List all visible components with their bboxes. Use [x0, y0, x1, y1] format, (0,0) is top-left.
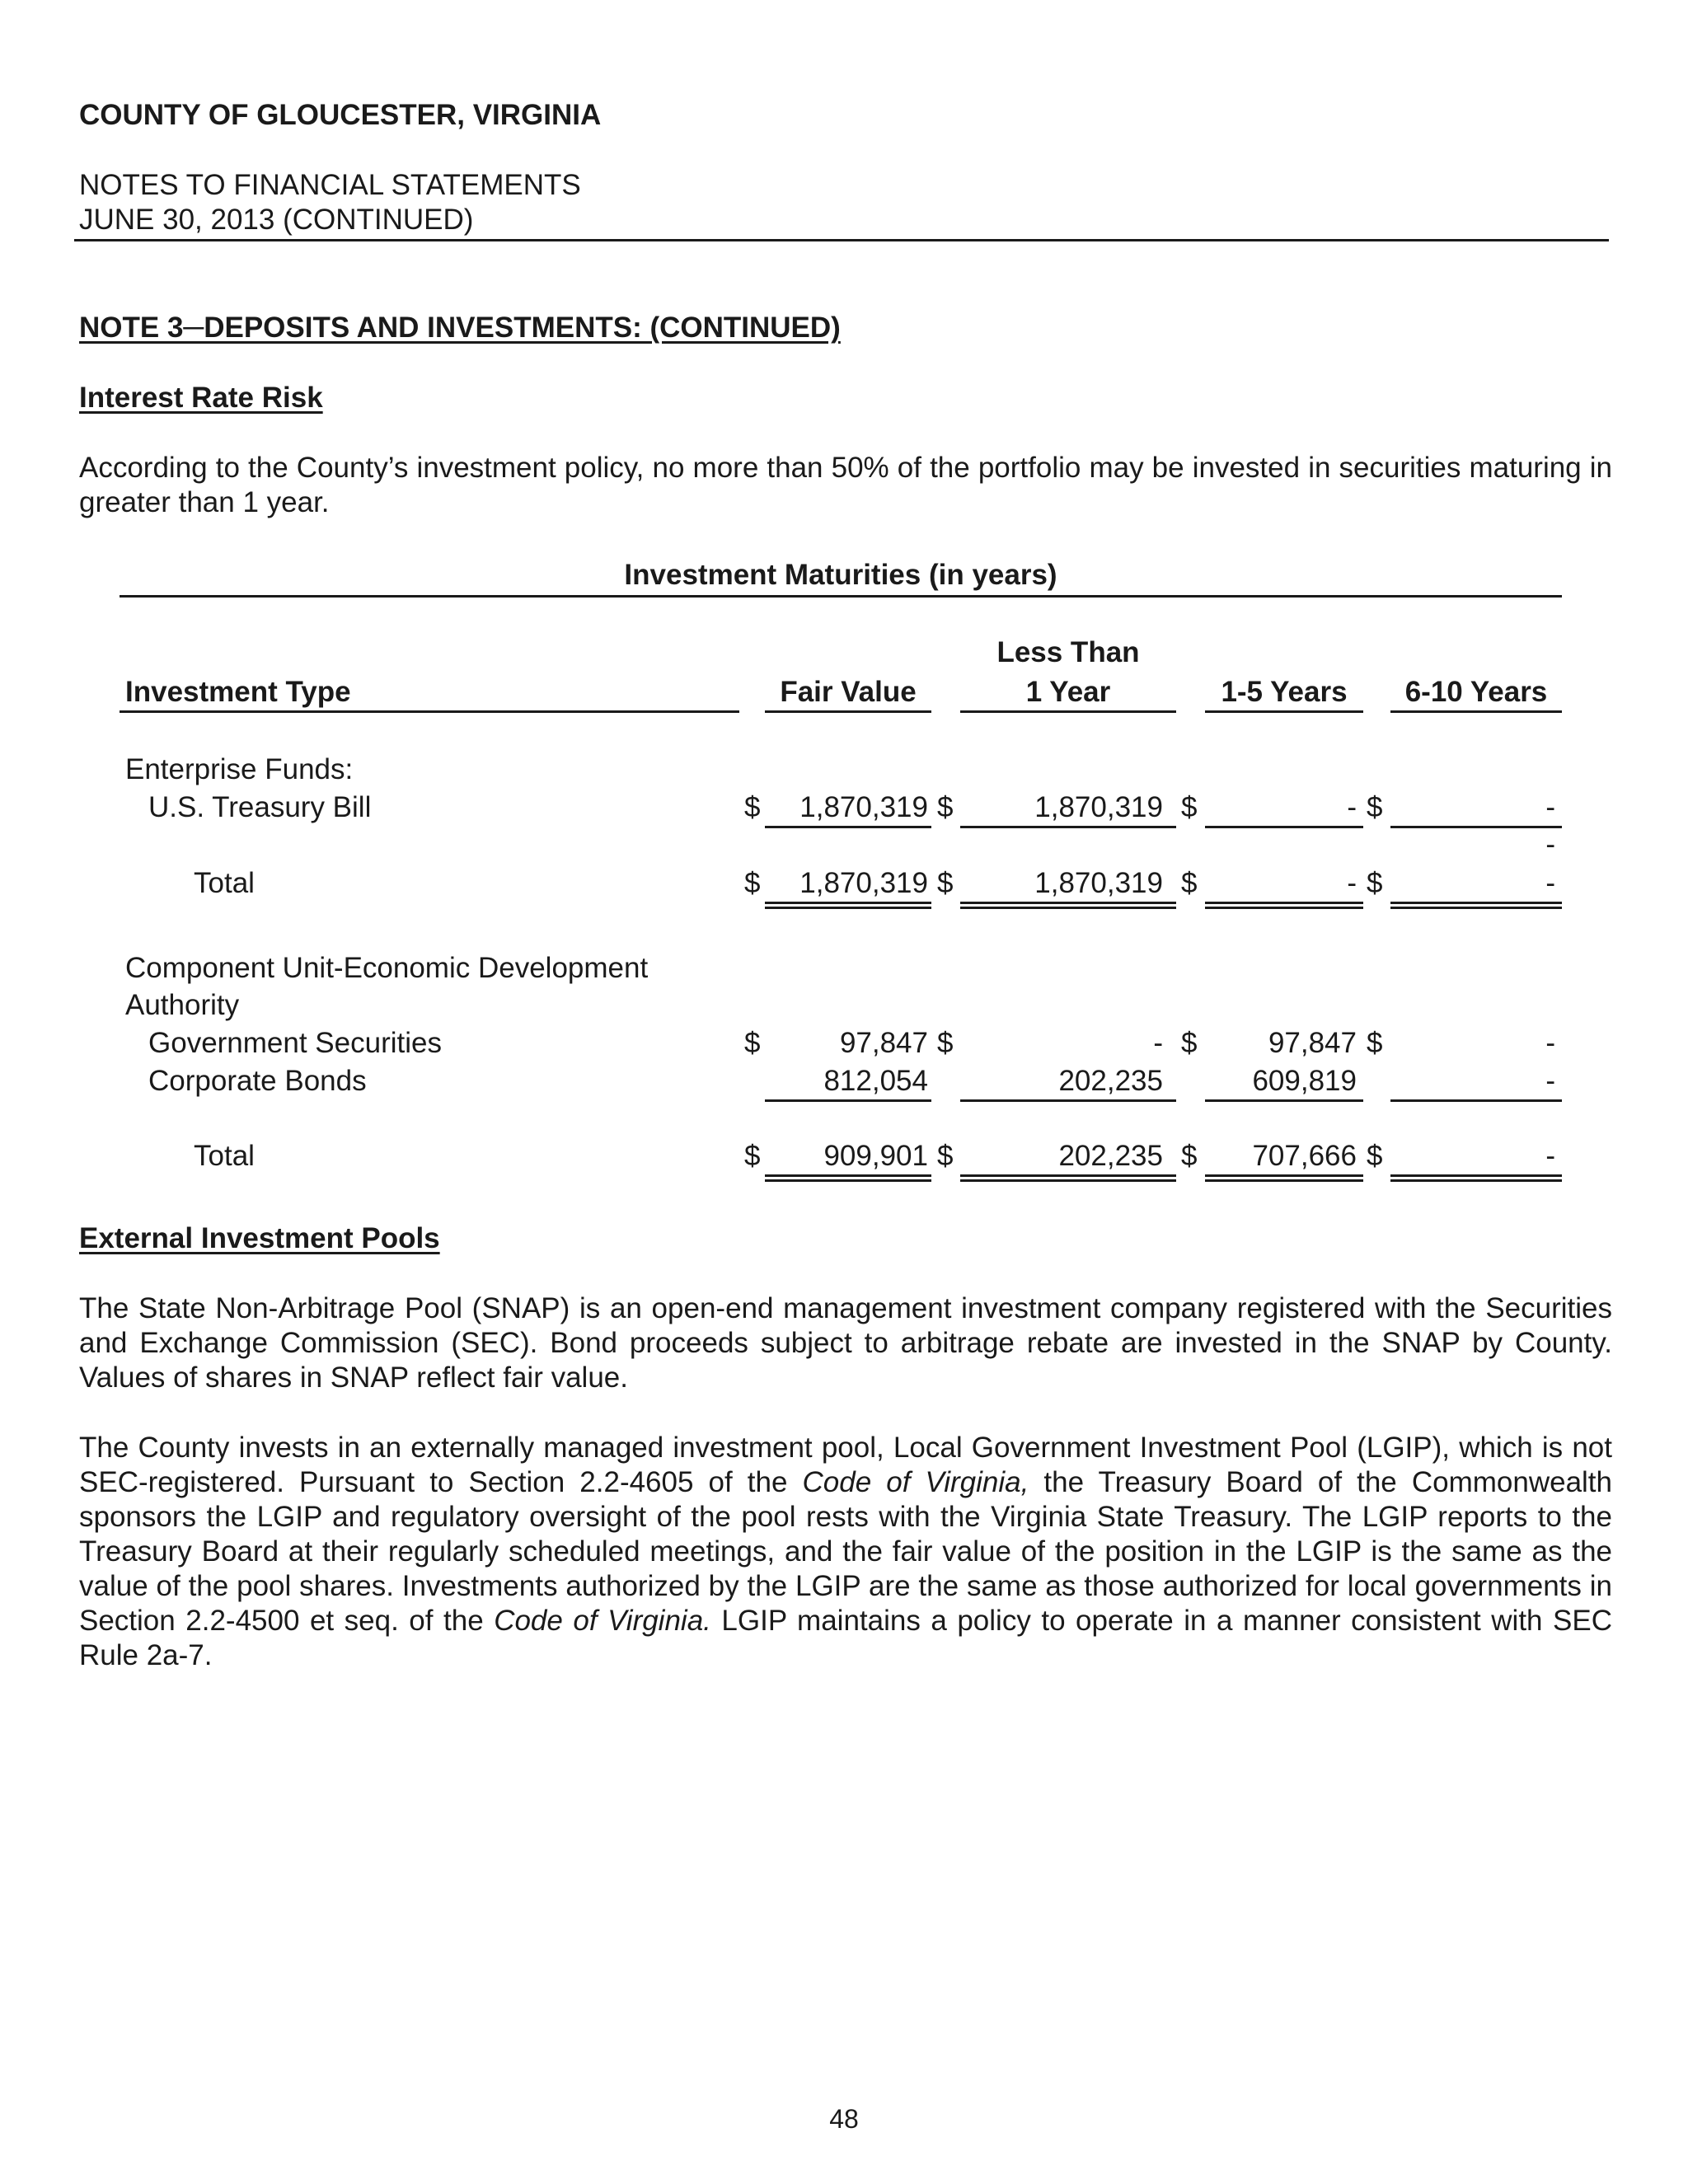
cell-fair-value: 909,901 [823, 1140, 928, 1172]
row-name: Total [194, 1140, 255, 1172]
section-label-component-line2: Authority [125, 989, 240, 1021]
external-pools-paragraph-1: The State Non-Arbitrage Pool (SNAP) is an open-end management investment company registered with the Securities and Exchange Commission (SEC). Bond proceeds subject to arbitrage rebate are invested in the SNAP by County. Values of shares in SNAP reflect fair value. [79, 1292, 1612, 1394]
cell-lt1: 202,235 [1058, 1140, 1163, 1172]
cell-fair-value: 1,870,319 [799, 791, 928, 823]
cell-fair-value: 812,054 [823, 1065, 928, 1097]
underline [765, 826, 931, 828]
cell-fair-value: 1,870,319 [799, 867, 928, 899]
cell-1-5: - [1347, 867, 1357, 899]
section-label-enterprise: Enterprise Funds: [125, 753, 354, 785]
header-rule-fair-value [765, 710, 931, 713]
dollar-sign: $ [1367, 791, 1383, 823]
row-name: Government Securities [148, 1027, 442, 1059]
cell-1-5: 609,819 [1252, 1065, 1357, 1097]
dollar-sign: $ [744, 1140, 761, 1172]
code-of-virginia-italic: Code of Virginia, [802, 1466, 1029, 1498]
statement-date: JUNE 30, 2013 (CONTINUED) [79, 204, 474, 236]
double-underline [1205, 1174, 1363, 1182]
row-name: Total [194, 867, 255, 899]
external-pools-paragraph-2 [79, 1431, 1612, 1673]
underline [1390, 1099, 1562, 1102]
header-rule-type [120, 710, 739, 713]
double-underline [960, 1174, 1176, 1182]
double-underline [765, 902, 931, 909]
col-header-type: Investment Type [125, 676, 351, 708]
dollar-sign: $ [1367, 867, 1383, 899]
col-header-fair-value: Fair Value [780, 676, 917, 708]
col-header-lt1-line2: 1 Year [1025, 676, 1111, 708]
external-pools-heading: External Investment Pools [79, 1222, 440, 1254]
cell-lt1: 202,235 [1058, 1065, 1163, 1097]
dollar-sign: $ [937, 1140, 954, 1172]
double-underline [765, 1174, 931, 1182]
dollar-sign: $ [937, 1027, 954, 1059]
stray-dash: - [1545, 828, 1555, 860]
underline [960, 826, 1176, 828]
dollar-sign: $ [1181, 1140, 1198, 1172]
dollar-sign: $ [744, 867, 761, 899]
cell-6-10: - [1545, 867, 1555, 899]
cell-1-5: 707,666 [1252, 1140, 1357, 1172]
double-underline [1390, 902, 1562, 909]
interest-rate-risk-heading: Interest Rate Risk [79, 382, 323, 414]
dollar-sign: $ [1181, 1027, 1198, 1059]
header-rule-lt1 [960, 710, 1176, 713]
entity-title: COUNTY OF GLOUCESTER, VIRGINIA [79, 99, 602, 131]
row-name: Corporate Bonds [148, 1065, 367, 1097]
col-header-6-10: 6-10 Years [1404, 676, 1548, 708]
underline [1205, 1099, 1363, 1102]
underline [1205, 826, 1363, 828]
note-title: NOTE 3─DEPOSITS AND INVESTMENTS: (CONTINUED) [79, 312, 841, 344]
cell-1-5: 97,847 [1268, 1027, 1357, 1059]
dollar-sign: $ [744, 791, 761, 823]
cell-6-10: - [1545, 1027, 1555, 1059]
cell-lt1: 1,870,319 [1034, 791, 1163, 823]
paragraph-text: the Treasury Board of the Commonwealth sponsors the LGIP and regulatory oversight of the pool rests with the Virginia State Treasury. The LGIP reports to the Treasury Board at their regularly scheduled meetings, and the fair value of the position in the LGIP is the same as the value of the pool shares. Investments authorized by the LGIP are the same as those authorized for local governments in Section 2.2-4500 et seq. of the [79, 1466, 1612, 1637]
col-header-lt1-line1: Less Than [996, 636, 1140, 668]
page-number: 48 [829, 2104, 859, 2134]
dollar-sign: $ [1367, 1027, 1383, 1059]
row-name: U.S. Treasury Bill [148, 791, 372, 823]
dollar-sign: $ [1367, 1140, 1383, 1172]
code-of-virginia-italic: Code of Virginia. [494, 1605, 711, 1637]
table-title-rule [120, 595, 1562, 598]
dollar-sign: $ [744, 1027, 761, 1059]
header-rule-1-5 [1205, 710, 1363, 713]
underline [765, 1099, 931, 1102]
statement-subtitle: NOTES TO FINANCIAL STATEMENTS [79, 169, 581, 201]
dollar-sign: $ [937, 867, 954, 899]
cell-fair-value: 97,847 [839, 1027, 928, 1059]
interest-rate-risk-paragraph: According to the County’s investment policy, no more than 50% of the portfolio may be invested in securities maturing in greater than 1 year. [79, 452, 1612, 518]
cell-lt1: - [1153, 1027, 1163, 1059]
table-title: Investment Maturities (in years) [624, 559, 1057, 591]
section-label-component-line1: Component Unit-Economic Development [125, 952, 649, 984]
dollar-sign: $ [1181, 867, 1198, 899]
double-underline [960, 902, 1176, 909]
col-header-1-5: 1-5 Years [1221, 676, 1348, 708]
double-underline [1390, 1174, 1562, 1182]
cell-6-10: - [1545, 1065, 1555, 1097]
dollar-sign: $ [937, 791, 954, 823]
cell-1-5: - [1347, 791, 1357, 823]
dollar-sign: $ [1181, 791, 1198, 823]
paragraph-text: LGIP maintains a policy to operate in a manner consistent with SEC Rule 2a-7. [79, 1605, 1613, 1671]
cell-6-10: - [1545, 791, 1555, 823]
paragraph-text: The County invests in an externally managed investment pool, Local Government Investment Pool (LGIP), which is not SEC-registered. Pursuant to Section 2.2-4605 of the [79, 1432, 1612, 1498]
double-underline [1205, 902, 1363, 909]
header-rule-6-10 [1390, 710, 1562, 713]
underline [960, 1099, 1176, 1102]
cell-lt1: 1,870,319 [1034, 867, 1163, 899]
header-rule [74, 239, 1609, 241]
cell-6-10: - [1545, 1140, 1555, 1172]
